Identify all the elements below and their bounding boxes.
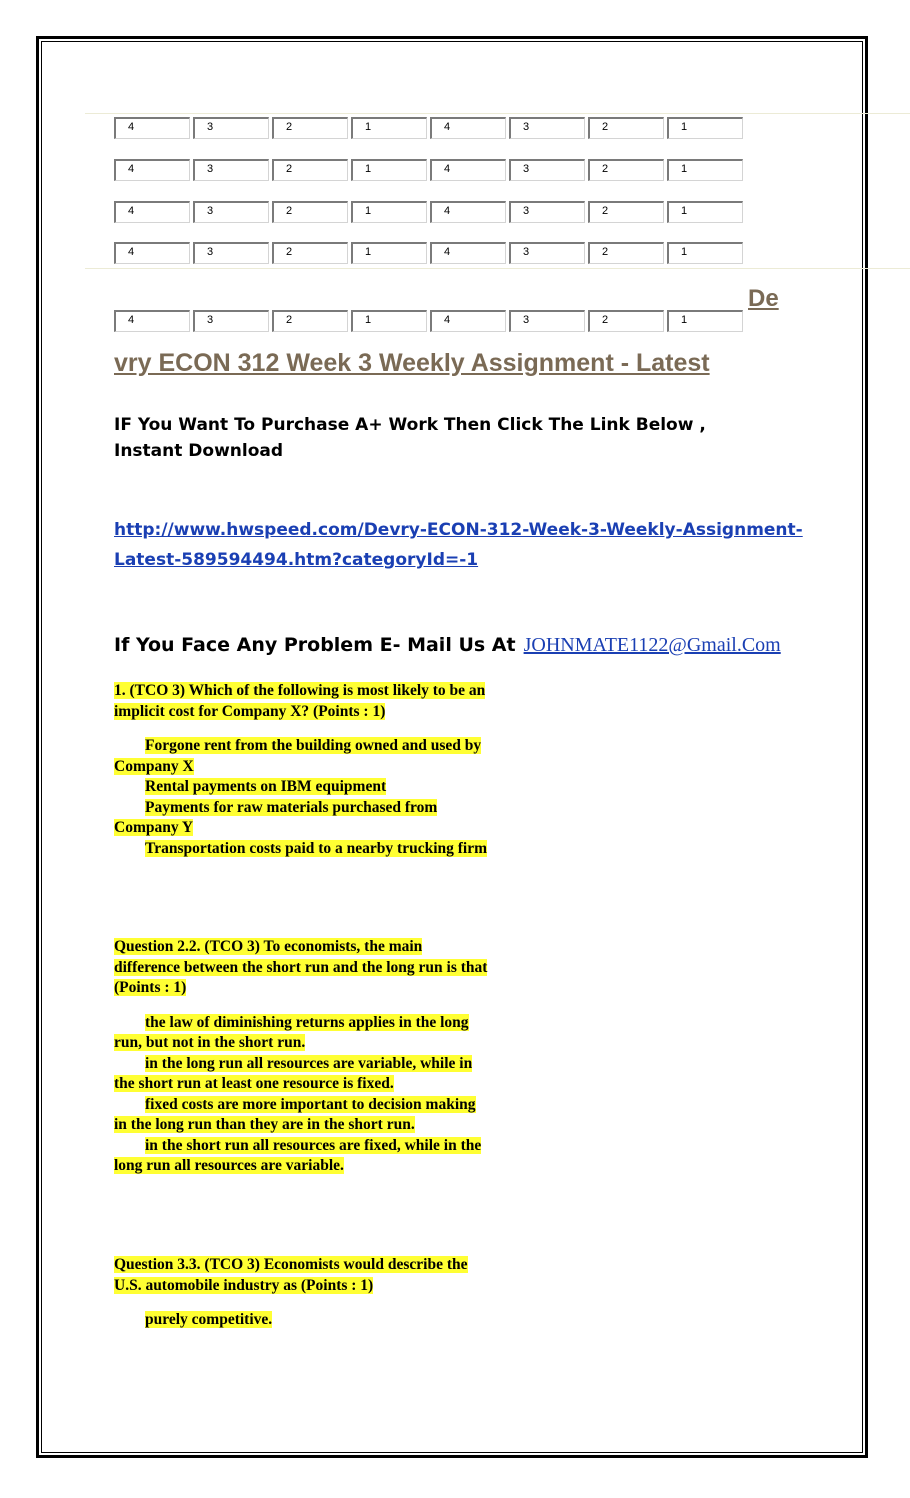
number-cell: 1 — [351, 310, 427, 332]
number-cell: 4 — [430, 159, 506, 181]
answer-option[interactable] — [114, 777, 490, 798]
answer-option[interactable] — [114, 839, 490, 860]
divider — [85, 113, 910, 114]
number-cell: 1 — [351, 159, 427, 181]
problem-text: If You Face Any Problem E- Mail Us At — [114, 634, 516, 656]
number-cell: 3 — [509, 117, 585, 139]
number-cell: 1 — [667, 242, 743, 264]
number-cell: 2 — [272, 201, 348, 223]
question-3 — [114, 1255, 490, 1331]
divider — [85, 268, 910, 269]
number-cell: 1 — [667, 201, 743, 223]
number-cell: 4 — [430, 310, 506, 332]
number-cell: 4 — [114, 117, 190, 139]
question-1 — [114, 681, 490, 859]
answer-option-text: fixed costs are more important to decision making in the long run than they are in the short run. — [114, 1095, 476, 1133]
problem-line — [114, 634, 781, 657]
question-prompt-text: Question 3.3. (TCO 3) Economists would describe the U.S. automobile industry as (Points : 1) — [114, 1256, 468, 1294]
number-row — [114, 242, 746, 264]
answer-option-text: purely competitive. — [145, 1311, 273, 1328]
answer-option-text: Forgone rent from the building owned and used by Company X — [114, 737, 482, 775]
answer-option-text: the law of diminishing returns applies in the long run, but not in the short run. — [114, 1013, 469, 1051]
number-cell: 4 — [430, 201, 506, 223]
number-cell: 2 — [272, 159, 348, 181]
answer-option[interactable] — [114, 1310, 490, 1331]
title-link-part2[interactable]: vry ECON 312 Week 3 Weekly Assignment - Latest — [114, 349, 710, 377]
number-cell: 4 — [430, 242, 506, 264]
answer-option-text: in the short run all resources are fixed, while in the long run all resources are variable. — [114, 1136, 482, 1174]
number-row — [114, 310, 746, 332]
number-cell: 2 — [588, 242, 664, 264]
number-cell: 1 — [667, 159, 743, 181]
number-cell: 4 — [114, 242, 190, 264]
email-link[interactable]: JOHNMATE1122@Gmail.Com — [523, 634, 781, 656]
number-cell: 2 — [588, 159, 664, 181]
answer-option-text: Payments for raw materials purchased from Company Y — [114, 798, 438, 836]
answer-option[interactable] — [114, 798, 490, 839]
number-cell: 4 — [430, 117, 506, 139]
question-prompt-text: 1. (TCO 3) Which of the following is most likely to be an implicit cost for Company X? (Points : 1) — [114, 682, 486, 720]
purchase-link[interactable]: http://www.hwspeed.com/Devry-ECON-312-Week-3-Weekly-Assignment-Latest-589594494.htm?categoryId=-1 — [114, 520, 803, 570]
purchase-text: IF You Want To Purchase A+ Work Then Click The Link Below , Instant Download — [114, 415, 706, 461]
question-prompt — [114, 937, 490, 999]
number-row — [114, 201, 746, 223]
number-cell: 4 — [114, 310, 190, 332]
number-cell: 1 — [351, 201, 427, 223]
number-cell: 3 — [509, 159, 585, 181]
number-cell: 1 — [667, 310, 743, 332]
number-cell: 2 — [588, 201, 664, 223]
number-cell: 3 — [193, 242, 269, 264]
question-prompt — [114, 1255, 490, 1296]
number-cell: 1 — [667, 117, 743, 139]
number-cell: 3 — [193, 117, 269, 139]
answer-option[interactable] — [114, 1013, 490, 1054]
question-prompt-text: Question 2.2. (TCO 3) To economists, the main difference between the short run and the long run is that (Points : 1) — [114, 938, 488, 996]
number-cell: 2 — [272, 117, 348, 139]
answer-option-text: in the long run all resources are variable, while in the short run at least one resource is fixed. — [114, 1054, 473, 1092]
number-cell: 4 — [114, 201, 190, 223]
answer-option[interactable] — [114, 1095, 490, 1136]
number-cell: 3 — [193, 159, 269, 181]
number-cell: 1 — [351, 242, 427, 264]
number-cell: 3 — [509, 242, 585, 264]
number-row — [114, 159, 746, 181]
number-cell: 2 — [588, 117, 664, 139]
number-cell: 3 — [193, 310, 269, 332]
answer-option-text: Transportation costs paid to a nearby trucking firm — [145, 839, 488, 857]
title-link-part1[interactable]: De — [748, 285, 779, 312]
question-prompt — [114, 681, 490, 722]
answer-option-text: Rental payments on IBM equipment — [145, 778, 387, 795]
answer-option[interactable] — [114, 1136, 490, 1177]
number-cell: 3 — [509, 310, 585, 332]
number-cell: 1 — [351, 117, 427, 139]
answer-option[interactable] — [114, 1054, 490, 1095]
number-cell: 2 — [272, 310, 348, 332]
answer-option[interactable] — [114, 736, 490, 777]
number-cell: 3 — [193, 201, 269, 223]
number-cell: 2 — [588, 310, 664, 332]
number-cell: 2 — [272, 242, 348, 264]
number-cell: 3 — [509, 201, 585, 223]
number-row — [114, 117, 746, 139]
question-2 — [114, 937, 490, 1177]
number-cell: 4 — [114, 159, 190, 181]
